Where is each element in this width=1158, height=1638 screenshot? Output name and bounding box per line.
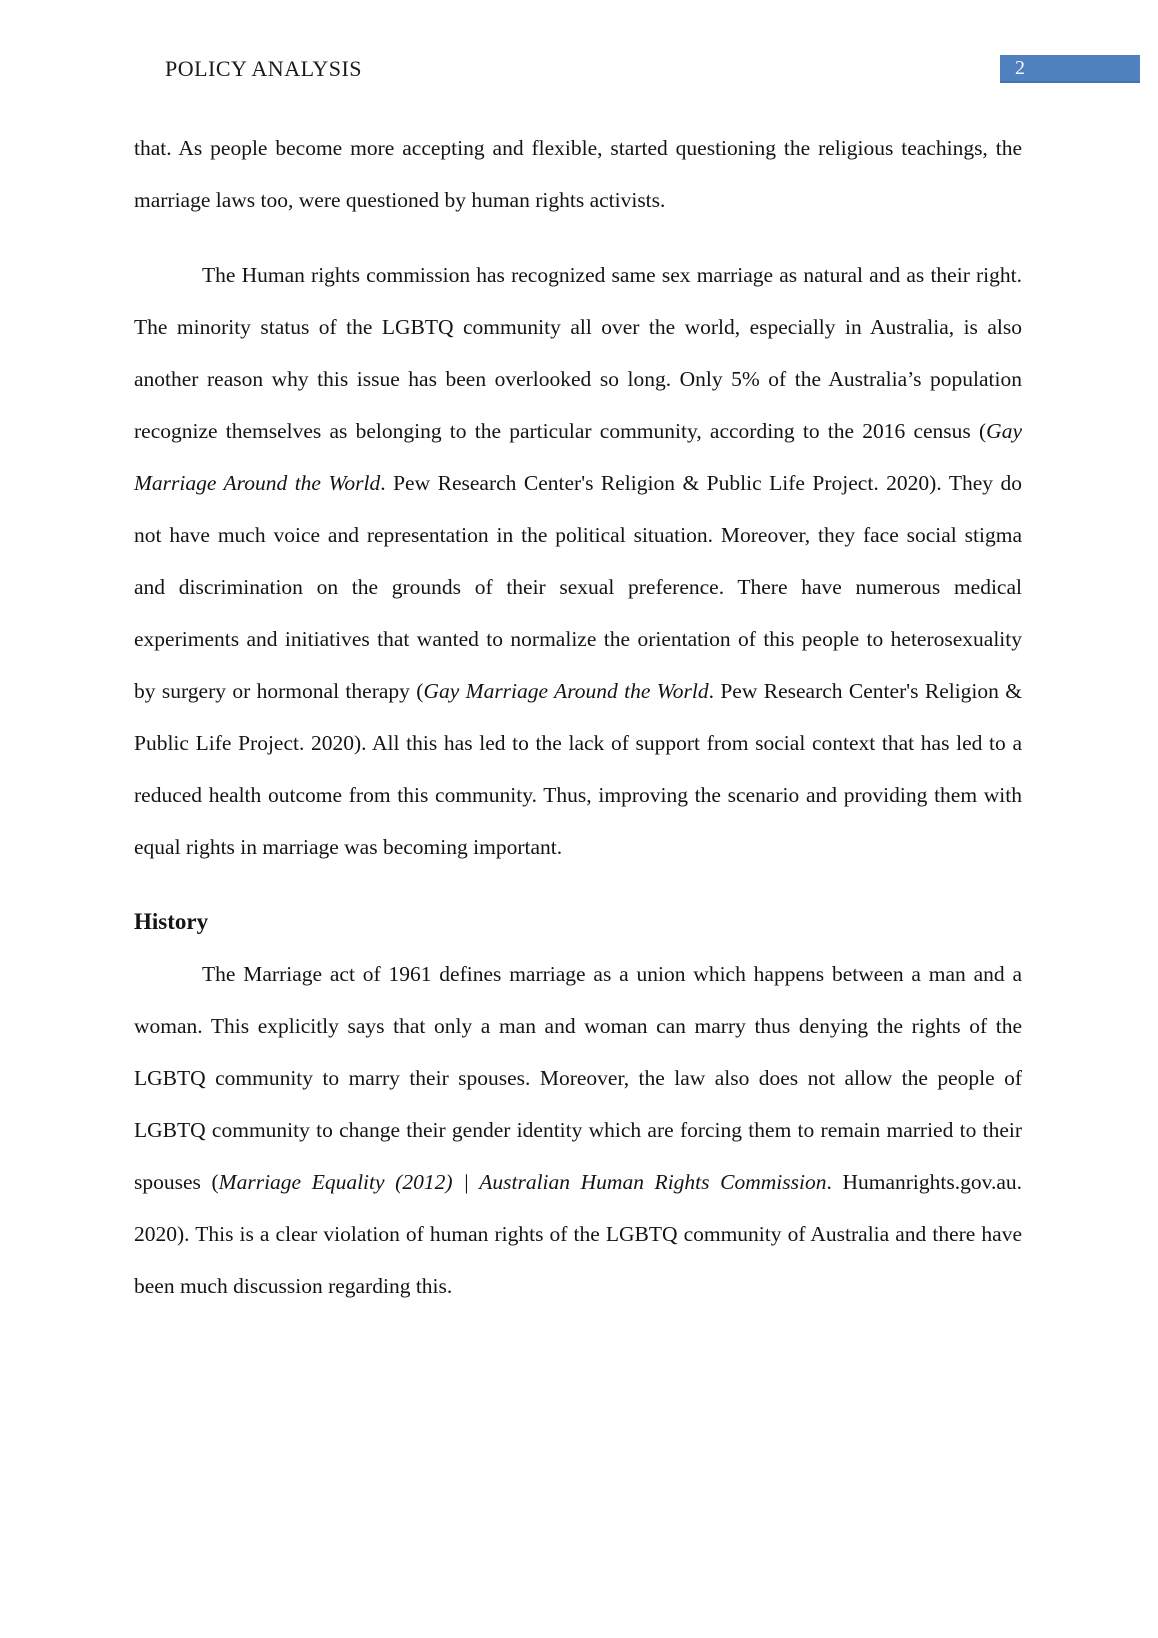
- text-run: . Humanrights.gov.au. 2020). This is a clear violation of human rights of the LGBTQ community of Australia and there have been much discussion regarding this.: [134, 1170, 1022, 1298]
- page-header: [0, 0, 1158, 110]
- running-head-title: POLICY ANALYSIS: [165, 56, 363, 81]
- paragraph-continuation: [134, 122, 1022, 226]
- citation-title-run: Gay Marriage Around the World: [423, 679, 709, 703]
- paragraph-marriage-act: [134, 948, 1022, 1312]
- text-run: The Marriage act of 1961 defines marriage as a union which happens between a man and a woman. This explicitly says that only a man and woman can marry thus denying the rights of the LGBTQ community to marry their spouses. Moreover, the law also does not allow the people of LGBTQ community to change their gender identity which are forcing them to remain married to their spouses (: [134, 962, 1022, 1194]
- page-number-badge: [1000, 55, 1140, 83]
- citation-title-run: Gay Marriage Around the World: [134, 419, 1022, 495]
- text-run: . Pew Research Center's Religion & Public Life Project. 2020). They do not have much voice and representation in the political situation. Moreover, they face social stigma and discrimination on the grounds of their sexual preference. There have numerous medical experiments and initiatives that wanted to normalize the orientation of this people to heterosexuality by surgery or hormonal therapy (: [134, 471, 1022, 703]
- text-run: The Human rights commission has recognized same sex marriage as natural and as their right. The minority status of the LGBTQ community all over the world, especially in Australia, is also another reason why this issue has been overlooked so long. Only 5% of the Australia’s population recognize themselves as belonging to the particular community, according to the 2016 census (: [134, 263, 1022, 443]
- text-run: . Pew Research Center's Religion & Public Life Project. 2020). All this has led to the lack of support from social context that has led to a reduced health outcome from this community. Thus, improving the scenario and providing them with equal rights in marriage was becoming important.: [134, 679, 1023, 859]
- document-body: [134, 122, 1022, 1335]
- paragraph-human-rights-commission: [134, 249, 1022, 873]
- citation-title-run: Marriage Equality (2012) | Australian Human Rights Commission: [218, 1170, 827, 1194]
- page-number: 2: [1015, 57, 1025, 79]
- section-heading-history: History: [134, 909, 209, 934]
- text-run: that. As people become more accepting and flexible, started questioning the religious teachings, the marriage laws too, were questioned by human rights activists.: [134, 136, 1022, 212]
